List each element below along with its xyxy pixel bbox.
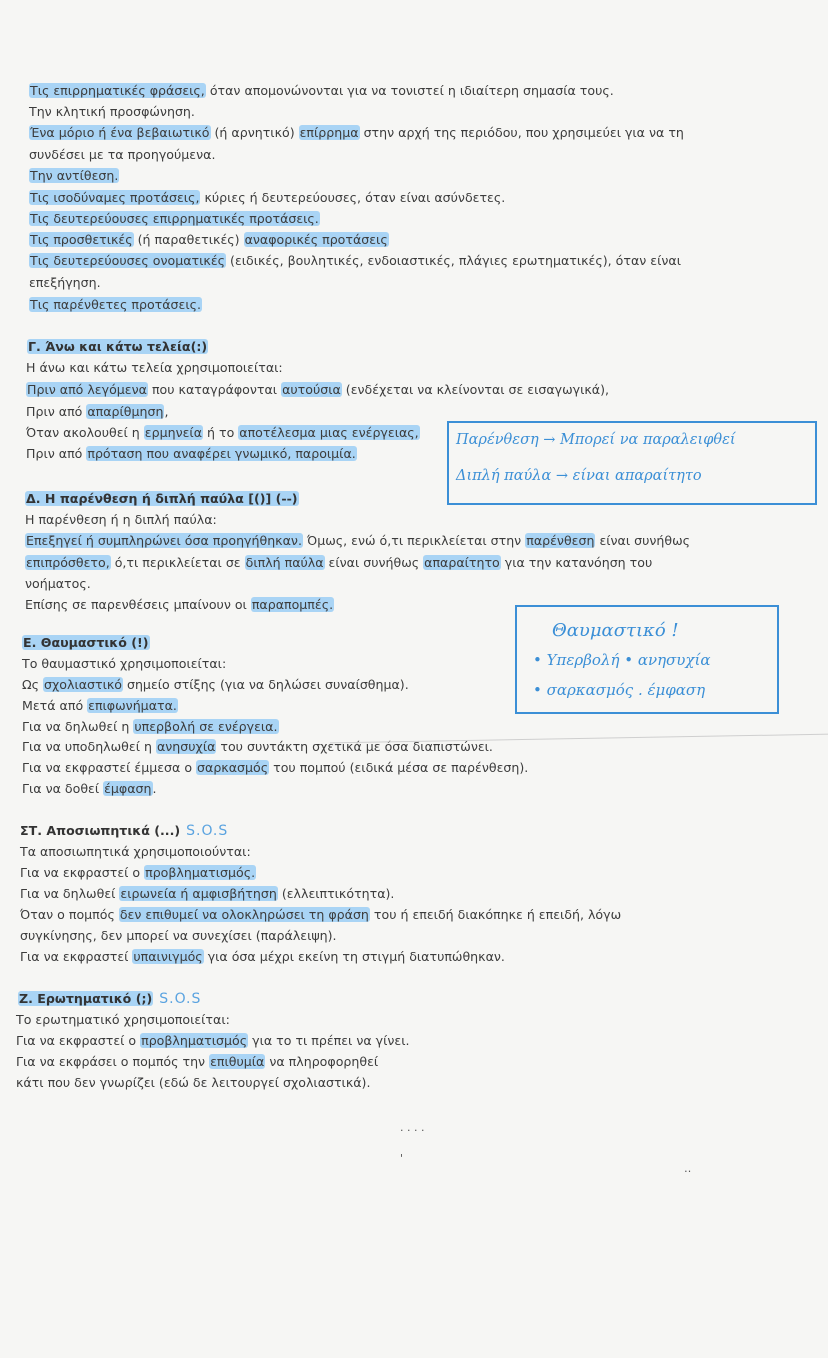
highlight: επιφωνήματα.	[88, 698, 177, 713]
text: για όσα μέχρι εκείνη τη στιγμή διατυπώθηκαν.	[203, 949, 505, 964]
handwritten-note-line: Διπλή παύλα → είναι απαραίτητο	[456, 468, 702, 484]
text-line	[29, 189, 505, 206]
text-line	[20, 927, 337, 944]
highlight: ερμηνεία	[144, 425, 202, 440]
highlight: Τις δευτερεύουσες ονοματικές	[30, 253, 226, 268]
highlight: υπαινιγμός	[133, 949, 203, 964]
highlight: Πριν από λεγόμενα	[27, 382, 147, 397]
text: για το τι πρέπει να γίνει.	[248, 1033, 410, 1048]
highlight: διπλή παύλα	[245, 555, 324, 570]
text-line	[26, 381, 609, 398]
text: (ειδικές, βουλητικές, ενδοιαστικές, πλάγιες ερωτηματικές), όταν είναι	[226, 253, 681, 268]
text: (ή παραθετικές)	[133, 232, 244, 247]
text: συνδέσει με τα προηγούμενα.	[29, 147, 216, 162]
highlight: αποτέλεσμα μιας ενέργειας,	[239, 425, 419, 440]
text-line	[29, 146, 215, 163]
text-line	[29, 231, 389, 248]
highlight: Τις ισοδύναμες προτάσεις,	[30, 190, 200, 205]
highlight: προβληματισμός.	[145, 865, 256, 880]
text-line	[29, 103, 195, 120]
text: Η άνω και κάτω τελεία χρησιμοποιείται:	[26, 360, 283, 375]
text-line	[26, 359, 283, 376]
text-line	[25, 532, 690, 549]
text-line	[22, 676, 409, 693]
text-line	[16, 1053, 378, 1070]
stray-mark: '	[400, 1152, 404, 1165]
sos-annotation: S.O.S	[186, 823, 229, 839]
text: που καταγράφονται	[147, 382, 282, 397]
highlight: επίρρημα	[299, 125, 359, 140]
highlight: Τις δευτερεύουσες επιρρηματικές προτάσεις.	[30, 211, 319, 226]
section-heading	[18, 990, 201, 1008]
text: να πληροφορηθεί	[265, 1054, 379, 1069]
highlight: Επεξηγεί ή συμπληρώνει όσα προηγήθηκαν.	[26, 533, 302, 548]
highlight: δεν επιθυμεί να ολοκληρώσει τη φράση	[119, 907, 369, 922]
section-heading	[20, 822, 228, 840]
text: είναι συνήθως	[595, 533, 691, 548]
section-heading	[22, 634, 150, 651]
text: Όταν ο πομπός	[20, 907, 119, 922]
text: Πριν από	[26, 404, 87, 419]
section-heading	[25, 490, 299, 507]
text: κύριες ή δευτερεύουσες, όταν είναι ασύνδετες.	[200, 190, 506, 205]
sos-annotation: S.O.S	[159, 991, 202, 1007]
text-line	[22, 697, 178, 714]
text-line	[20, 885, 394, 902]
text-line	[29, 124, 684, 141]
highlight: έμφαση	[104, 781, 152, 796]
paper-tear-line	[330, 734, 828, 756]
text-line	[22, 655, 226, 672]
highlight: υπερβολή σε ενέργεια.	[134, 719, 278, 734]
text-line	[20, 864, 256, 881]
text: Για να εκφράσει ο πομπός την	[16, 1054, 210, 1069]
text-line	[25, 554, 652, 571]
text: (ελλειπτικότητα).	[277, 886, 395, 901]
handwritten-note-line: Παρένθεση → Μπορεί να παραλειφθεί	[456, 432, 736, 448]
text: ,	[164, 404, 169, 419]
highlight: Την αντίθεση.	[30, 168, 119, 183]
highlight: προβληματισμός	[141, 1033, 248, 1048]
highlight: επιθυμία	[210, 1054, 265, 1069]
text-line	[20, 906, 621, 923]
text: του συντάκτη σχετικά με όσα διαπιστώνει.	[216, 739, 493, 754]
text: όταν απομονώνονται για να τονιστεί η ιδιαίτερη σημασία τους.	[205, 83, 614, 98]
highlight: ειρωνεία ή αμφισβήτηση	[120, 886, 277, 901]
highlight: παρένθεση	[526, 533, 595, 548]
highlight: αυτούσια	[282, 382, 341, 397]
text: (ενδέχεται να κλείνονται σε εισαγωγικά),	[341, 382, 610, 397]
text-line	[26, 403, 168, 420]
highlight: απαρίθμηση	[87, 404, 164, 419]
section-title: ΣΤ. Αποσιωπητικά (...)	[20, 823, 181, 838]
handwritten-note-title: Θαυμαστικό !	[552, 620, 679, 641]
text: Για να εκφραστεί ο	[20, 865, 145, 880]
text-line	[29, 167, 119, 184]
text-line	[26, 424, 420, 441]
section-title: Γ. Άνω και κάτω τελεία(:)	[28, 339, 208, 354]
text-line	[20, 948, 505, 965]
section-title: Ε. Θαυμαστικό (!)	[23, 635, 149, 650]
text-line	[16, 1032, 409, 1049]
section-heading	[27, 338, 208, 355]
highlight: απαραίτητο	[424, 555, 500, 570]
highlight: σχολιαστικό	[44, 677, 122, 692]
section-title: Δ. Η παρένθεση ή διπλή παύλα [()] (--)	[26, 491, 298, 506]
text: Το ερωτηματικό χρησιμοποιείται:	[16, 1012, 230, 1027]
text-line	[22, 759, 528, 776]
text: (ή αρνητικό)	[210, 125, 299, 140]
text: Μετά από	[22, 698, 88, 713]
text-line	[25, 511, 217, 528]
text: επεξήγηση.	[29, 275, 101, 290]
stray-mark: · · · ·	[400, 1124, 425, 1137]
text-line	[29, 210, 320, 227]
section-title: Ζ. Ερωτηματικό (;)	[19, 991, 153, 1006]
highlight: παραπομπές.	[251, 597, 334, 612]
text-line	[22, 780, 157, 797]
highlight: Τις προσθετικές	[30, 232, 133, 247]
highlight: επιπρόσθετο,	[26, 555, 110, 570]
text-line	[22, 718, 279, 735]
text-line	[29, 274, 101, 291]
text: Για να δοθεί	[22, 781, 104, 796]
text: Τα αποσιωπητικά χρησιμοποιούνται:	[20, 844, 251, 859]
text: Την κλητική προσφώνηση.	[29, 104, 195, 119]
text: του πομπού (ειδικά μέσα σε παρένθεση).	[269, 760, 529, 775]
text: Η παρένθεση ή η διπλή παύλα:	[25, 512, 217, 527]
text: νοήματος.	[25, 576, 91, 591]
text: για την κατανόηση του	[500, 555, 653, 570]
highlight: αναφορικές προτάσεις	[244, 232, 388, 247]
text: Για να εκφραστεί ο	[16, 1033, 141, 1048]
text: Για να εκφραστεί έμμεσα ο	[22, 760, 197, 775]
text: ό,τι περικλείεται σε	[110, 555, 245, 570]
handwritten-note-line: • σαρκασμός . έμφαση	[533, 681, 706, 699]
text: ή το	[203, 425, 239, 440]
text: Για να δηλωθεί	[20, 886, 120, 901]
text: Πριν από	[26, 446, 87, 461]
text: είναι συνήθως	[324, 555, 424, 570]
stray-mark: ‥	[684, 1162, 692, 1175]
highlight: ανησυχία	[156, 739, 216, 754]
text-line	[29, 82, 614, 99]
text-line	[29, 296, 202, 313]
text: του ή επειδή διακόπηκε ή επειδή, λόγω	[369, 907, 622, 922]
text: .	[152, 781, 157, 796]
handwritten-note-line: • Υπερβολή • ανησυχία	[533, 651, 711, 669]
text: στην αρχή της περιόδου, που χρησιμεύει για να τη	[359, 125, 684, 140]
text: Για να εκφραστεί	[20, 949, 133, 964]
text: Ως	[22, 677, 44, 692]
text: Για να υποδηλωθεί η	[22, 739, 156, 754]
text: σημείο στίξης (για να δηλώσει συναίσθημα).	[122, 677, 409, 692]
text: συγκίνησης, δεν μπορεί να συνεχίσει (παράλειψη).	[20, 928, 337, 943]
highlight: σαρκασμός	[197, 760, 269, 775]
highlight: πρόταση που αναφέρει γνωμικό, παροιμία.	[87, 446, 356, 461]
text-line	[25, 596, 334, 613]
text-line	[26, 445, 357, 462]
text: Το θαυμαστικό χρησιμοποιείται:	[22, 656, 227, 671]
text-line	[16, 1011, 230, 1028]
text-line	[20, 843, 251, 860]
text: Όμως, ενώ ό,τι περικλείεται στην	[302, 533, 526, 548]
text: Όταν ακολουθεί η	[26, 425, 144, 440]
text: κάτι που δεν γνωρίζει (εδώ δε λειτουργεί σχολιαστικά).	[16, 1075, 371, 1090]
highlight: Ένα μόριο ή ένα βεβαιωτικό	[30, 125, 210, 140]
text-line	[25, 575, 91, 592]
text: Επίσης σε παρενθέσεις μπαίνουν οι	[25, 597, 251, 612]
highlight: Τις παρένθετες προτάσεις.	[30, 297, 201, 312]
text: Για να δηλωθεί η	[22, 719, 134, 734]
text-line	[29, 252, 681, 269]
text-line	[16, 1074, 370, 1091]
highlight: Τις επιρρηματικές φράσεις,	[30, 83, 205, 98]
